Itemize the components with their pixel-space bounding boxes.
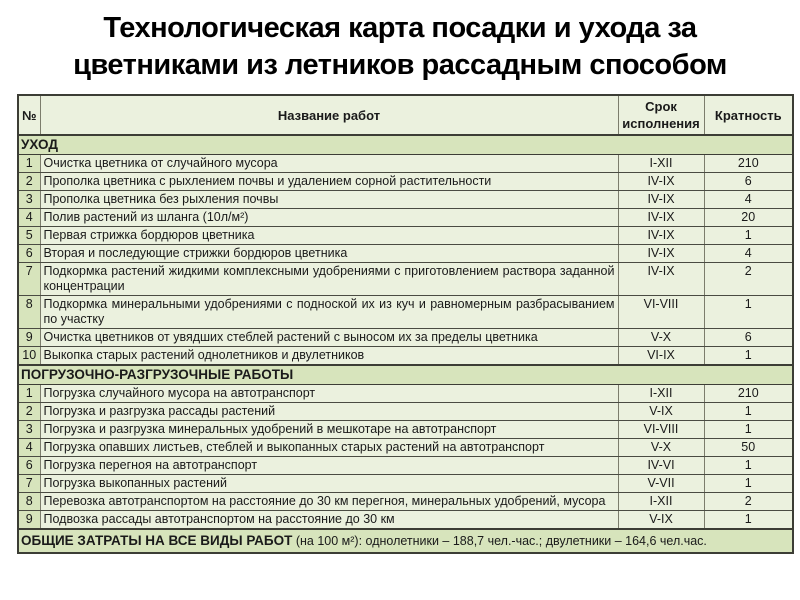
term-cell: IV-IX [618,209,704,227]
frequency-cell: 1 [704,511,793,530]
work-name-cell: Прополка цветника с рыхлением почвы и удалением сорной растительности [40,173,618,191]
totals-bold-label: ОБЩИЕ ЗАТРАТЫ НА ВСЕ ВИДЫ РАБОТ [21,533,293,548]
col-header-term-line1: Срок [645,99,677,114]
row-number-cell: 2 [18,403,40,421]
row-number-cell: 7 [18,475,40,493]
section-title: УХОД [18,135,793,155]
col-header-name: Название работ [40,95,618,135]
frequency-cell: 6 [704,329,793,347]
table-row [18,457,793,475]
term-cell: I-XII [618,155,704,173]
term-cell: VI-VIII [618,421,704,439]
term-cell: V-IX [618,403,704,421]
table-row [18,173,793,191]
table-row [18,245,793,263]
frequency-cell: 1 [704,421,793,439]
table-row [18,475,793,493]
frequency-cell: 1 [704,403,793,421]
totals-text: (на 100 м²): однолетники – 188,7 чел.-час.; двулетники – 164,6 чел.час. [292,534,707,548]
totals-row [18,529,793,553]
work-name-cell: Погрузка выкопанных растений [40,475,618,493]
term-cell: I-XII [618,493,704,511]
frequency-cell: 210 [704,155,793,173]
term-cell: IV-IX [618,227,704,245]
row-number-cell: 4 [18,439,40,457]
frequency-cell: 1 [704,296,793,329]
work-name-cell: Прополка цветника без рыхления почвы [40,191,618,209]
row-number-cell: 6 [18,245,40,263]
work-name-cell: Погрузка и разгрузка минеральных удобрений в мешкотаре на автотранспорт [40,421,618,439]
row-number-cell: 8 [18,493,40,511]
totals-cell [18,529,793,553]
col-header-frequency: Кратность [704,95,793,135]
work-name-cell: Полив растений из шланга (10л/м²) [40,209,618,227]
frequency-cell: 210 [704,385,793,403]
term-cell: IV-IX [618,191,704,209]
row-number-cell: 3 [18,191,40,209]
col-header-term [618,95,704,135]
term-cell: V-IX [618,511,704,530]
term-cell: IV-IX [618,173,704,191]
section-header-row [18,365,793,385]
work-name-cell: Погрузка случайного мусора на автотранспорт [40,385,618,403]
page-title: Технологическая карта посадки и ухода за цветниками из летников рассадным способом [73,12,727,82]
frequency-cell: 1 [704,227,793,245]
frequency-cell: 2 [704,493,793,511]
row-number-cell: 7 [18,263,40,296]
term-cell: V-VII [618,475,704,493]
work-schedule-table [17,94,794,554]
table-row [18,155,793,173]
table-row [18,263,793,296]
table-header-row [18,95,793,135]
work-name-cell: Погрузка и разгрузка рассады растений [40,403,618,421]
frequency-cell: 2 [704,263,793,296]
table-row [18,403,793,421]
work-name-cell: Вторая и последующие стрижки бордюров цветника [40,245,618,263]
work-name-cell: Погрузка опавших листьев, стеблей и выкопанных старых растений на автотранспорт [40,439,618,457]
row-number-cell: 1 [18,155,40,173]
work-name-cell: Первая стрижка бордюров цветника [40,227,618,245]
row-number-cell: 2 [18,173,40,191]
frequency-cell: 1 [704,475,793,493]
work-name-cell: Подкормка минеральными удобрениями с подноской их из куч и равномерным разбрасыванием по участку [40,296,618,329]
row-number-cell: 5 [18,227,40,245]
row-number-cell: 3 [18,421,40,439]
term-cell: VI-VIII [618,296,704,329]
row-number-cell: 6 [18,457,40,475]
frequency-cell: 4 [704,191,793,209]
section-header-row [18,135,793,155]
table-row [18,439,793,457]
col-header-term-line2: исполнения [622,116,700,131]
table-row [18,329,793,347]
frequency-cell: 20 [704,209,793,227]
work-name-cell: Погрузка перегноя на автотранспорт [40,457,618,475]
table-row [18,493,793,511]
table-row [18,296,793,329]
table-row [18,209,793,227]
work-name-cell: Очистка цветников от увядших стеблей растений с выносом их за пределы цветника [40,329,618,347]
table-row [18,421,793,439]
frequency-cell: 1 [704,347,793,366]
row-number-cell: 8 [18,296,40,329]
term-cell: IV-IX [618,245,704,263]
section-title: ПОГРУЗОЧНО-РАЗГРУЗОЧНЫЕ РАБОТЫ [18,365,793,385]
table-row [18,227,793,245]
work-name-cell: Очистка цветника от случайного мусора [40,155,618,173]
work-name-cell: Подвозка рассады автотранспортом на расстояние до 30 км [40,511,618,530]
term-cell: V-X [618,439,704,457]
work-name-cell: Перевозка автотранспортом на расстояние до 30 км перегноя, минеральных удобрений, мусора [40,493,618,511]
table-row [18,385,793,403]
frequency-cell: 1 [704,457,793,475]
row-number-cell: 9 [18,329,40,347]
term-cell: IV-VI [618,457,704,475]
term-cell: I-XII [618,385,704,403]
term-cell: IV-IX [618,263,704,296]
work-name-cell: Подкормка растений жидкими комплексными удобрениями с приготовлением раствора заданной концентрации [40,263,618,296]
work-name-cell: Выкопка старых растений однолетников и двулетников [40,347,618,366]
row-number-cell: 4 [18,209,40,227]
frequency-cell: 50 [704,439,793,457]
row-number-cell: 9 [18,511,40,530]
term-cell: V-X [618,329,704,347]
frequency-cell: 4 [704,245,793,263]
frequency-cell: 6 [704,173,793,191]
table-row [18,511,793,530]
row-number-cell: 1 [18,385,40,403]
table-row [18,347,793,366]
term-cell: VI-IX [618,347,704,366]
table-row [18,191,793,209]
row-number-cell: 10 [18,347,40,366]
col-header-num: № [18,95,40,135]
